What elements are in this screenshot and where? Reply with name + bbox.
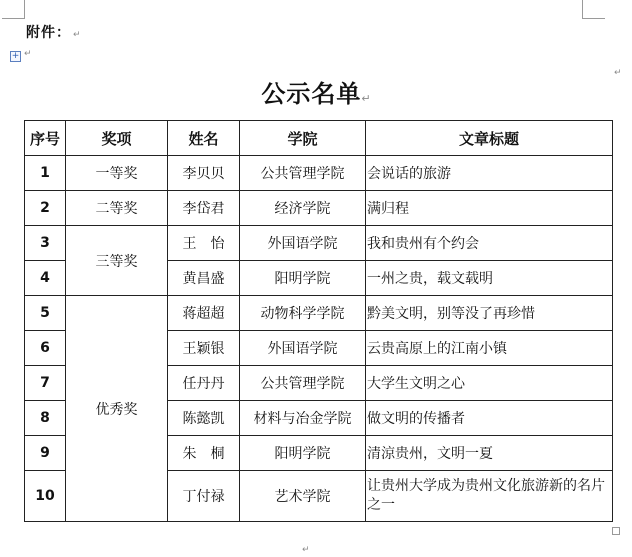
college-cell: 经济学院 (240, 191, 366, 226)
name-cell: 朱 桐 (168, 436, 240, 471)
name-cell: 任丹丹 (168, 366, 240, 401)
page-corner-mark-right (582, 0, 605, 19)
header-name: 姓名 (168, 121, 240, 156)
article-cell: 满归程 (366, 191, 613, 226)
header-no: 序号 (25, 121, 66, 156)
row-no: 10 (25, 471, 66, 522)
name-cell: 蒋超超 (168, 296, 240, 331)
row-no: 8 (25, 401, 66, 436)
header-award: 奖项 (66, 121, 168, 156)
row-no: 4 (25, 261, 66, 296)
table-row (25, 191, 613, 226)
paragraph-mark: ↵ (24, 49, 32, 59)
table-resize-handle[interactable] (612, 527, 620, 535)
row-no: 7 (25, 366, 66, 401)
paragraph-mark: ↵ (614, 68, 622, 78)
article-cell: 大学生文明之心 (366, 366, 613, 401)
page-title: 公示名单 (261, 80, 362, 108)
article-cell: 做文明的传播者 (366, 401, 613, 436)
college-cell: 阳明学院 (240, 436, 366, 471)
name-cell: 李贝贝 (168, 156, 240, 191)
article-cell: 一州之贵，载文载明 (366, 261, 613, 296)
table-header-row (25, 121, 613, 156)
article-cell: 会说话的旅游 (366, 156, 613, 191)
award-cell: 二等奖 (66, 191, 168, 226)
article-cell: 黔美文明，别等没了再珍惜 (366, 296, 613, 331)
name-cell: 李岱君 (168, 191, 240, 226)
college-cell: 外国语学院 (240, 226, 366, 261)
article-cell: 云贵高原上的江南小镇 (366, 331, 613, 366)
paragraph-mark: ↵ (302, 545, 310, 555)
row-no: 3 (25, 226, 66, 261)
college-cell: 阳明学院 (240, 261, 366, 296)
row-no: 2 (25, 191, 66, 226)
attachment-label-text: 附件： (26, 25, 71, 41)
award-table (24, 120, 613, 522)
row-no: 5 (25, 296, 66, 331)
paragraph-mark: ↵ (361, 92, 371, 105)
page-corner-mark-left (2, 0, 25, 19)
article-cell: 让贵州大学成为贵州文化旅游新的名片之一 (366, 471, 613, 522)
name-cell: 丁付禄 (168, 471, 240, 522)
name-cell: 陈懿凯 (168, 401, 240, 436)
paragraph-mark: ↵ (73, 30, 82, 40)
title-block (0, 74, 632, 109)
row-no: 9 (25, 436, 66, 471)
table-row (25, 226, 613, 261)
award-cell: 一等奖 (66, 156, 168, 191)
award-cell: 优秀奖 (66, 296, 168, 522)
college-cell: 公共管理学院 (240, 366, 366, 401)
college-cell: 材料与冶金学院 (240, 401, 366, 436)
college-cell: 艺术学院 (240, 471, 366, 522)
college-cell: 外国语学院 (240, 331, 366, 366)
article-cell: 清涼贵州，文明一夏 (366, 436, 613, 471)
table-row (25, 296, 613, 331)
attachment-label (26, 22, 82, 42)
name-cell: 黄昌盛 (168, 261, 240, 296)
college-cell: 公共管理学院 (240, 156, 366, 191)
row-no: 1 (25, 156, 66, 191)
article-cell: 我和贵州有个约会 (366, 226, 613, 261)
college-cell: 动物科学学院 (240, 296, 366, 331)
header-article: 文章标题 (366, 121, 613, 156)
name-cell: 王 怡 (168, 226, 240, 261)
table-row (25, 156, 613, 191)
header-college: 学院 (240, 121, 366, 156)
name-cell: 王颖银 (168, 331, 240, 366)
award-cell: 三等奖 (66, 226, 168, 296)
move-handle-icon[interactable]: + (11, 51, 20, 61)
row-no: 6 (25, 331, 66, 366)
